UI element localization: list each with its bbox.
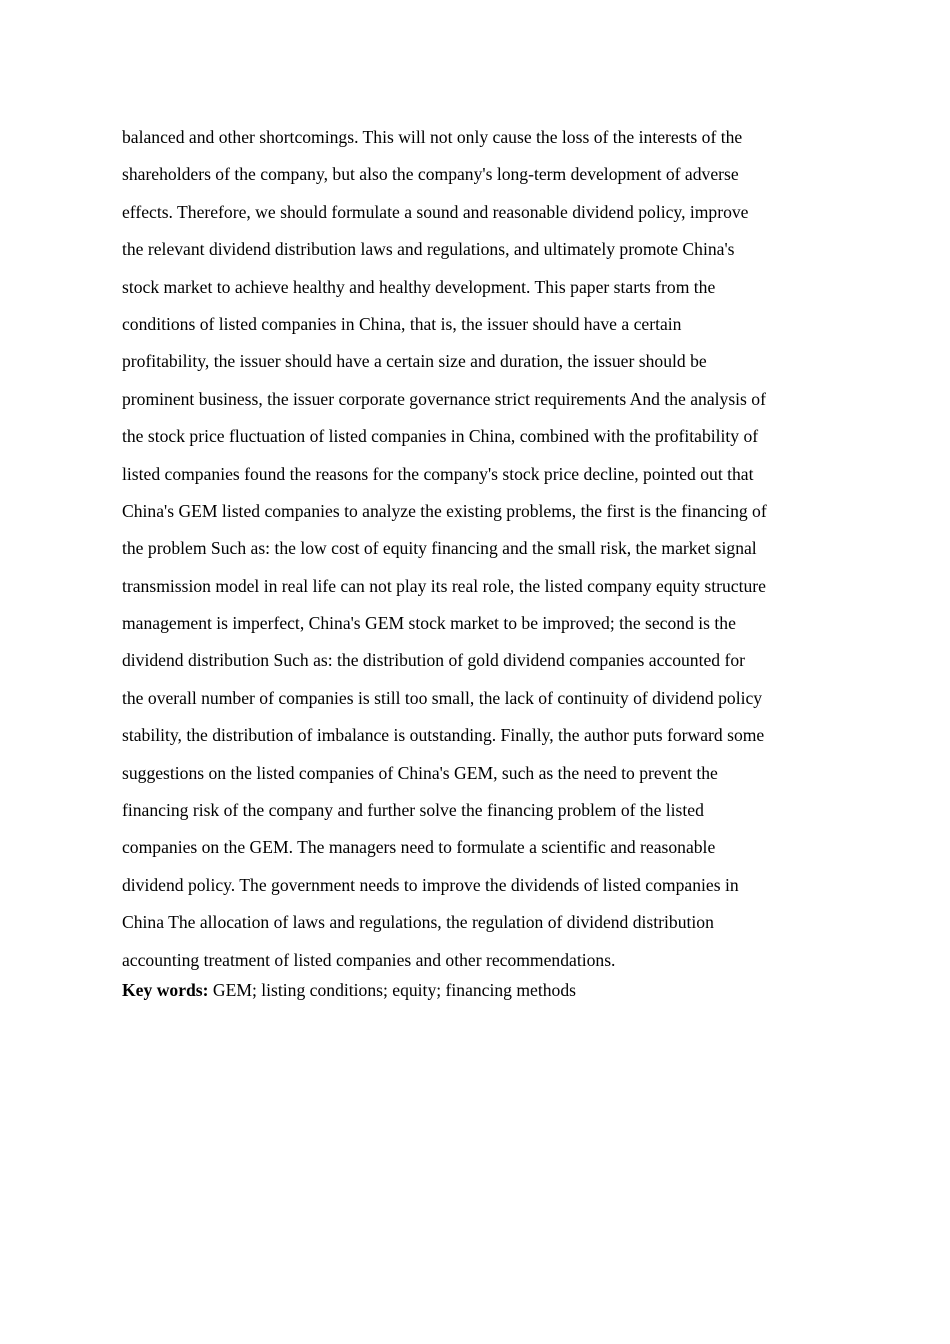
keywords-label: Key words: (122, 979, 209, 1000)
abstract-line: prominent business, the issuer corporate governance strict requirements And the analysis of (122, 388, 766, 409)
abstract-line: suggestions on the listed companies of China's GEM, such as the need to prevent the (122, 762, 718, 783)
abstract-line: shareholders of the company, but also the company's long-term development of adverse (122, 164, 739, 185)
abstract-line: companies on the GEM. The managers need to formulate a scientific and reasonable (122, 837, 716, 858)
abstract-line: listed companies found the reasons for the company's stock price decline, pointed out that (122, 463, 754, 484)
abstract-line: effects. Therefore, we should formulate a sound and reasonable dividend policy, improve (122, 201, 749, 222)
abstract-body (122, 119, 832, 1005)
abstract-line: balanced and other shortcomings. This will not only cause the loss of the interests of the (122, 127, 743, 147)
keywords-text: GEM; listing conditions; equity; financing methods (208, 979, 576, 1000)
abstract-line: stability, the distribution of imbalance is outstanding. Finally, the author puts forward some (122, 725, 765, 746)
abstract-line: the stock price fluctuation of listed companies in China, combined with the profitability of (122, 426, 759, 447)
abstract-line: the overall number of companies is still too small, the lack of continuity of dividend policy (122, 687, 763, 708)
abstract-line: dividend policy. The government needs to improve the dividends of listed companies in (122, 874, 739, 895)
abstract-line: transmission model in real life can not play its real role, the listed company equity structure (122, 575, 766, 596)
abstract-line: the relevant dividend distribution laws and regulations, and ultimately promote China's (122, 239, 735, 260)
abstract-line: the problem Such as: the low cost of equity financing and the small risk, the market signal (122, 538, 757, 559)
abstract-line: stock market to achieve healthy and healthy development. This paper starts from the (122, 276, 716, 297)
keywords-line (122, 975, 832, 1005)
abstract-line: profitability, the issuer should have a certain size and duration, the issuer should be (122, 351, 707, 372)
abstract-line: dividend distribution Such as: the distribution of gold dividend companies accounted for (122, 650, 746, 671)
abstract-line: financing risk of the company and further solve the financing problem of the listed (122, 800, 704, 821)
abstract-line: China The allocation of laws and regulations, the regulation of dividend distribution (122, 912, 714, 933)
abstract-line: conditions of listed companies in China, that is, the issuer should have a certain (122, 313, 682, 334)
abstract-line: management is imperfect, China's GEM stock market to be improved; the second is the (122, 613, 736, 634)
abstract-line: China's GEM listed companies to analyze the existing problems, the first is the financing of (122, 500, 767, 521)
abstract-line: accounting treatment of listed companies and other recommendations. (122, 949, 616, 970)
